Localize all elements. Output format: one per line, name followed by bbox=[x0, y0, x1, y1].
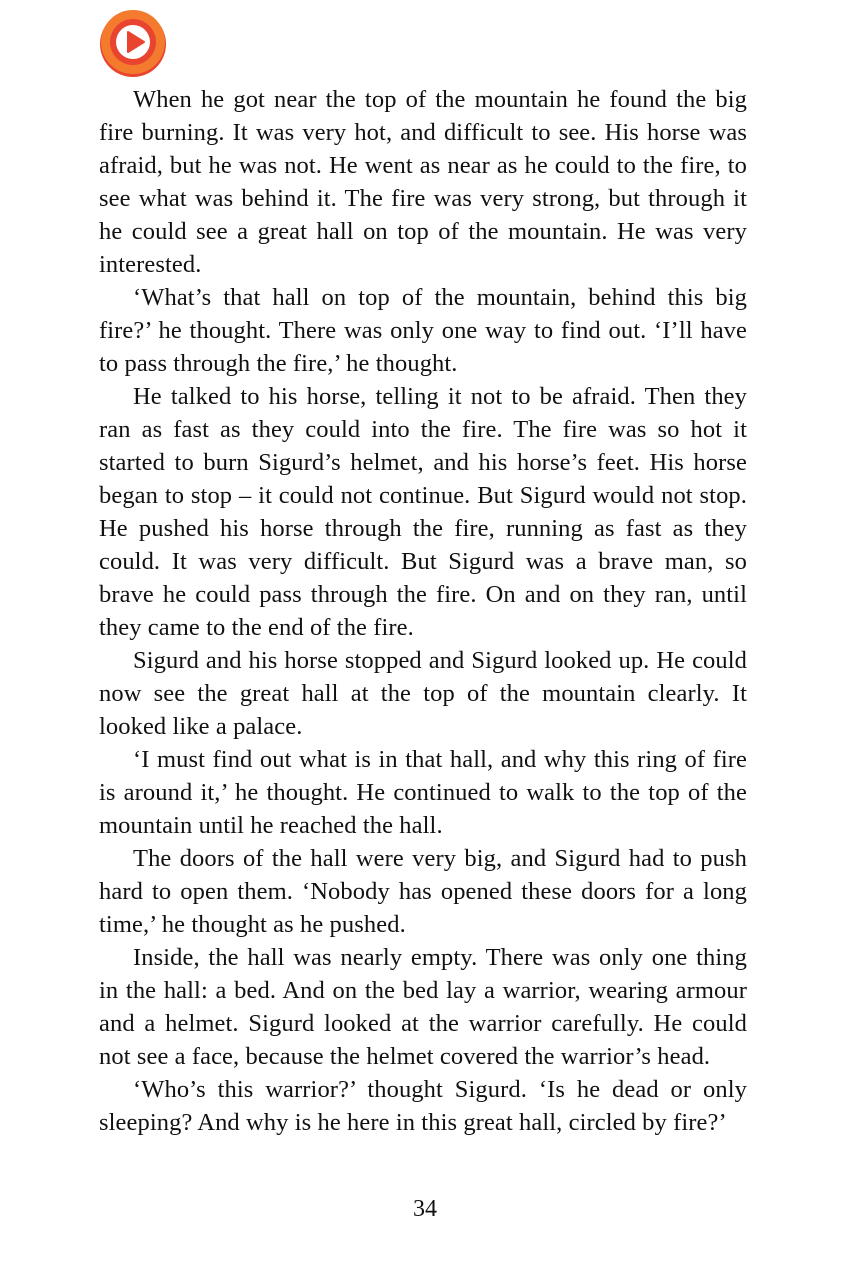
paragraph-8: ‘Who’s this warrior?’ thought Sigurd. ‘Is he dead or only sleeping? And why is he here in this great hall, circled by fire?’ bbox=[99, 1076, 747, 1136]
paragraph-3: He talked to his horse, telling it not to be afraid. Then they ran as fast as they could into the fire. The fire was so hot it started to burn Sigurd’s helmet, and his horse’s feet. His horse began to stop – it could not continue. But Sigurd would not stop. He pushed his horse through the fire, running as fast as they could. It was very difficult. But Sigurd was a brave man, so brave he could pass through the fire. On and on they ran, until they came to the end of the fire. bbox=[99, 383, 747, 641]
paragraph-7: Inside, the hall was nearly empty. There was only one thing in the hall: a bed. And on the bed lay a warrior, wearing armour and a helmet. Sigurd looked at the warrior carefully. He could not see a face, because the helmet covered the warrior’s head. bbox=[99, 944, 747, 1070]
paragraph-6: The doors of the hall were very big, and Sigurd had to push hard to open them. ‘Nobody has opened these doors for a long time,’ he thought as he pushed. bbox=[99, 845, 747, 938]
paragraph-1: When he got near the top of the mountain he found the big fire burning. It was very hot, and difficult to see. His horse was afraid, but he was not. He went as near as he could to the fire, to see what was behind it. The fire was very strong, but through it he could see a great hall on top of the mountain. He was very interested. bbox=[99, 86, 747, 278]
app-logo[interactable] bbox=[98, 8, 168, 78]
paragraph-4: Sigurd and his horse stopped and Sigurd looked up. He could now see the great hall at the top of the mountain clearly. It looked like a palace. bbox=[99, 647, 747, 740]
page-number: 34 bbox=[413, 1196, 437, 1222]
play-button-icon bbox=[98, 8, 168, 78]
paragraph-5: ‘I must find out what is in that hall, and why this ring of fire is around it,’ he thought. He continued to walk to the top of the mountain until he reached the hall. bbox=[99, 746, 747, 839]
paragraph-2: ‘What’s that hall on top of the mountain, behind this big fire?’ he thought. There was only one way to find out. ‘I’ll have to pass through the fire,’ he thought. bbox=[99, 284, 747, 377]
story-text bbox=[99, 83, 747, 1139]
